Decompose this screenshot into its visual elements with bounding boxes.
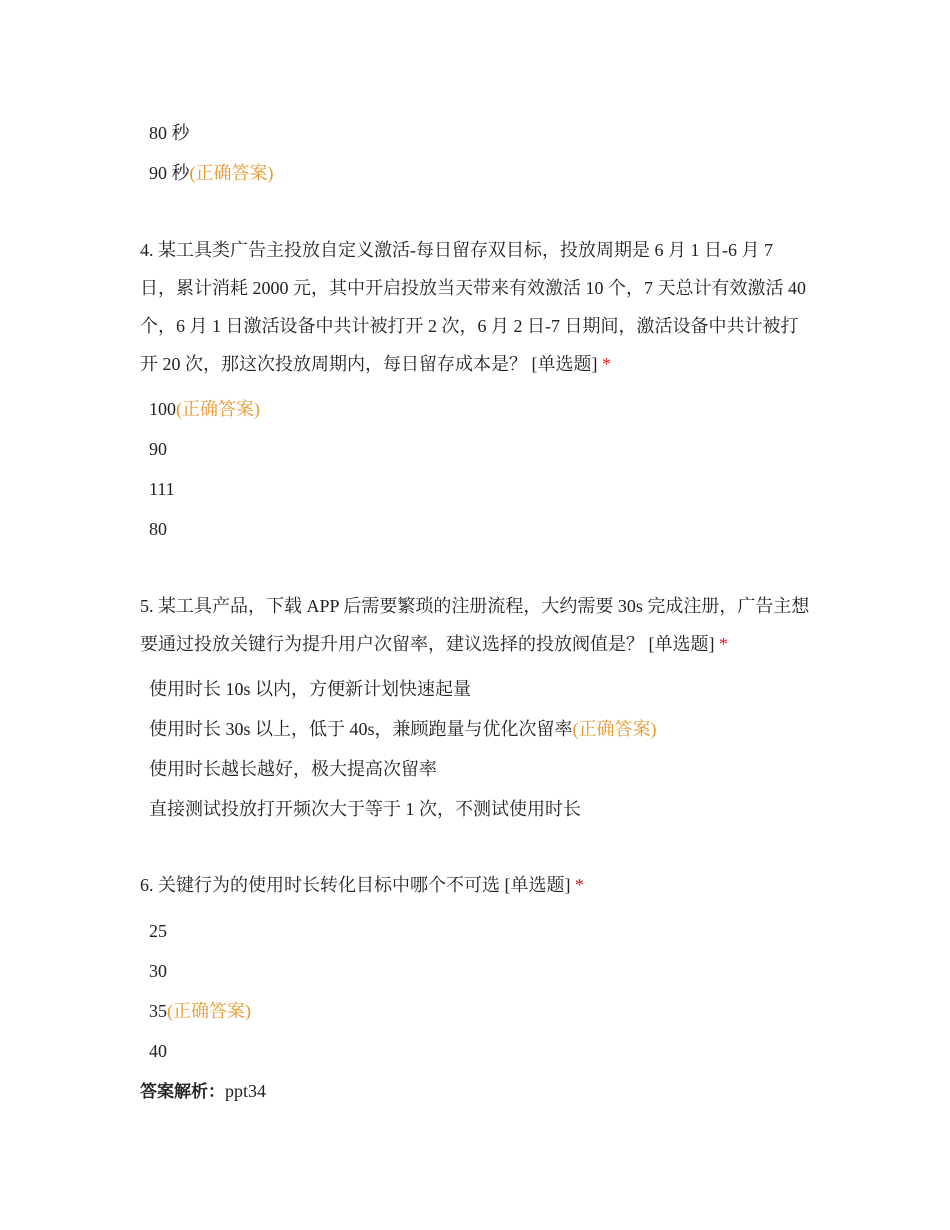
option-text: 35 [149, 1001, 167, 1021]
q4-option-1 [149, 398, 260, 420]
q5-option-3 [149, 758, 437, 780]
question-6 [140, 866, 810, 904]
answer-analysis [140, 1080, 266, 1103]
q4-option-3 [149, 478, 175, 500]
option-text: 90 [149, 439, 167, 459]
correct-answer-tag: (正确答案) [189, 163, 274, 183]
option-text: 使用时长越长越好，极大提高次留率 [149, 759, 437, 779]
option-text: 使用时长 30s 以上，低于 40s，兼顾跑量与优化次留率 [149, 719, 573, 739]
option-text: 111 [149, 479, 175, 499]
question-4 [140, 231, 810, 383]
option-text: 100 [149, 399, 176, 419]
q5-option-4 [149, 798, 581, 820]
q3-option-2 [149, 162, 274, 184]
question-5 [140, 587, 810, 663]
question-text: 5. 某工具产品，下载 APP 后需要繁琐的注册流程，大约需要 30s 完成注册，广告主想要通过投放关键行为提升用户次留率，建议选择的投放阀值是？ [单选题] [140, 596, 810, 654]
option-text: 80 秒 [149, 123, 190, 143]
q6-option-4 [149, 1040, 167, 1062]
q6-option-3 [149, 1000, 251, 1022]
required-mark: * [575, 875, 584, 895]
q6-option-2 [149, 960, 167, 982]
question-text: 6. 关键行为的使用时长转化目标中哪个不可选 [单选题] [140, 875, 571, 895]
required-mark: * [719, 634, 728, 654]
q3-option-1 [149, 122, 190, 144]
option-text: 直接测试投放打开频次大于等于 1 次，不测试使用时长 [149, 799, 581, 819]
question-text: 4. 某工具类广告主投放自定义激活-每日留存双目标，投放周期是 6 月 1 日-6 月 7 日，累计消耗 2000 元，其中开启投放当天带来有效激活 10 个，7 天总计有效激活 40 个，6 月 1 日激活设备中共计被打开 2 次，6 月 2 日-7 日期间，激活设备中共计被打开 20 次，那这次投放周期内，每日留存成本是？ [单选题] [140, 240, 806, 374]
option-text: 40 [149, 1041, 167, 1061]
q4-option-2 [149, 438, 167, 460]
option-text: 30 [149, 961, 167, 981]
option-text: 90 秒 [149, 163, 190, 183]
option-text: 80 [149, 519, 167, 539]
analysis-value: ppt34 [225, 1081, 267, 1101]
option-text: 使用时长 10s 以内，方便新计划快速起量 [149, 679, 472, 699]
correct-answer-tag: (正确答案) [167, 1001, 251, 1021]
correct-answer-tag: (正确答案) [176, 399, 260, 419]
q5-option-2 [149, 718, 657, 740]
q5-option-1 [149, 678, 471, 700]
required-mark: * [602, 354, 611, 374]
q6-option-1 [149, 920, 167, 942]
analysis-label: 答案解析： [140, 1082, 225, 1102]
correct-answer-tag: (正确答案) [572, 719, 657, 739]
q4-option-4 [149, 518, 167, 540]
option-text: 25 [149, 921, 167, 941]
